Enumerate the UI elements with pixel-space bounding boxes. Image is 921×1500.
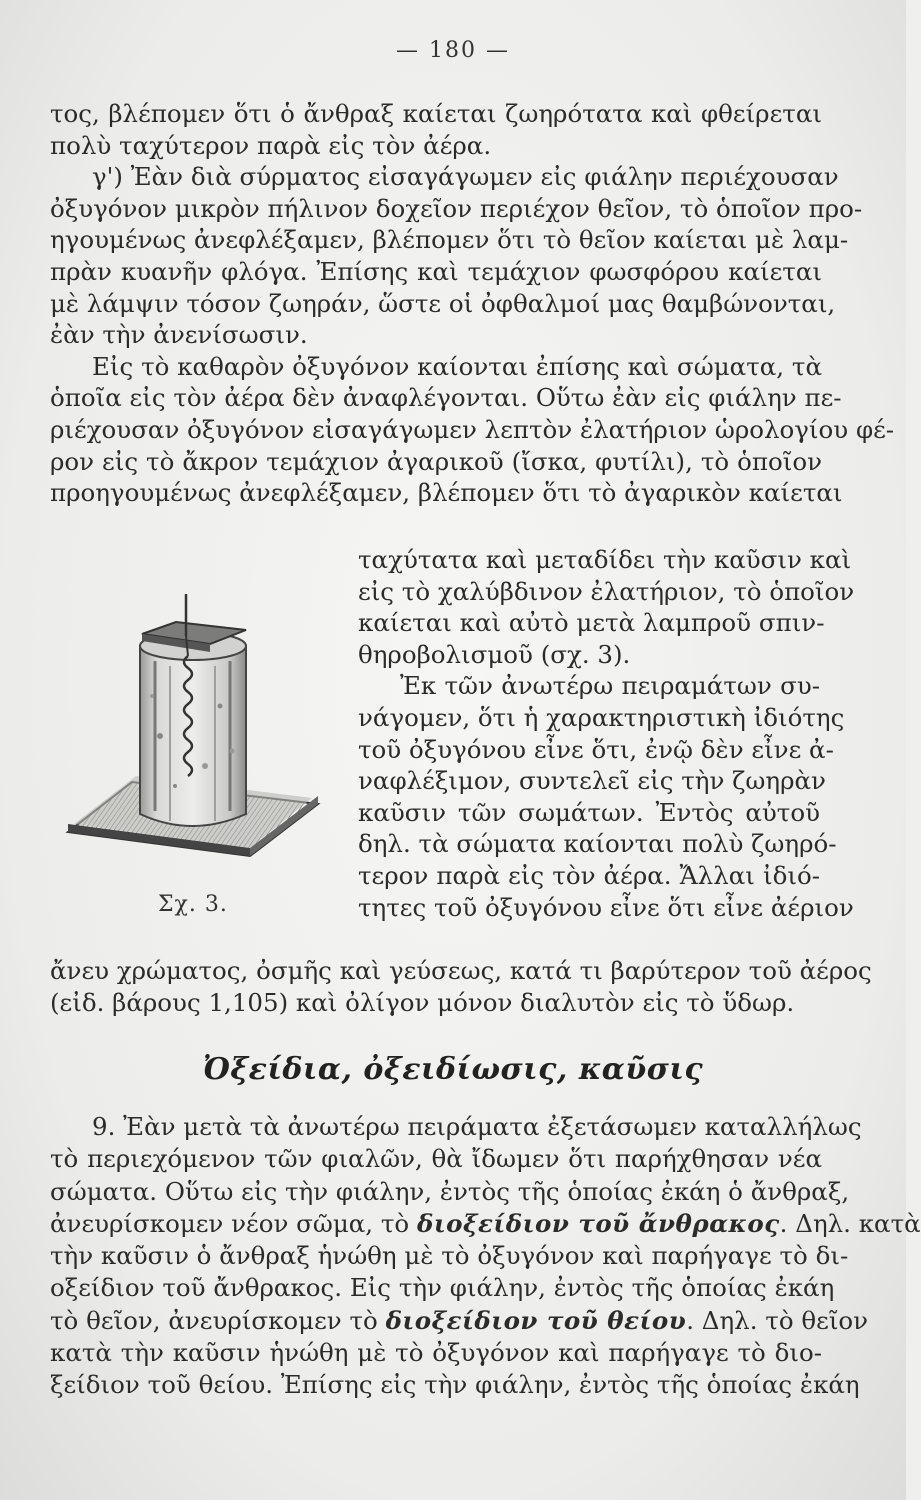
figure-oxygen-jar-illustration <box>60 586 330 856</box>
text-line: καίεται καὶ αὐτὸ μετὰ λαμπροῦ σπιν- <box>358 608 825 638</box>
text-line: νάγομεν, ὅτι ἡ χαρακτηριστικὴ ἰδιότης <box>358 702 845 732</box>
text-line: ταχύτατα καὶ μεταδίδει τὴν καῦσιν καὶ <box>358 545 852 574</box>
text-run: . Δηλ. τὸ θεῖον <box>686 1305 869 1335</box>
text-line: ὀξυγόνον μικρὸν πήλινον δοχεῖον περιέχον θεῖον, τὸ ὁποῖον προ- <box>50 193 863 223</box>
text-line: τητες τοῦ ὀξυγόνου εἶνε ὅτι εἶνε ἀέριον <box>358 892 854 922</box>
text-line: προηγουμένως ἀνεφλέξαμεν, βλέπομεν ὅτι τὸ ἀγαρικὸν καίεται <box>50 478 843 508</box>
text-line: ὁποῖα εἰς τὸν ἀέρα δὲν ἀναφλέγονται. Οὕτω ἐὰν εἰς φιάλην πε- <box>50 383 842 413</box>
text-line: σώματα. Οὕτω εἰς τὴν φιάλην, ἐντὸς τῆς ὁποίας ἐκάη ὁ ἄνθραξ, <box>50 1176 850 1206</box>
text-line: δηλ. τὰ σώματα καίονται πολὺ ζωηρό- <box>358 829 837 859</box>
emphasized-term: διοξείδιον τοῦ θείου <box>385 1305 687 1335</box>
figure-caption: Σχ. 3. <box>158 892 228 917</box>
text-line: πολὺ ταχύτερον παρὰ εἰς τὸν ἀέρα. <box>50 130 492 160</box>
text-line: (εἰδ. βάρους 1,105) καὶ ὀλίγον μόνον διαλυτὸν εἰς τὸ ὕδωρ. <box>50 987 795 1017</box>
text-line: ξείδιον τοῦ θείου. Ἐπίσης εἰς τὴν φιάλην, ἐντὸς τῆς ὁποίας ἐκάη <box>50 1370 860 1400</box>
text-line: ἐὰν τὴν ἀνενίσωσιν. <box>50 320 308 350</box>
paragraph-right <box>358 544 855 923</box>
text-line <box>50 1208 921 1240</box>
text-run: τὸ θεῖον, ἀνευρίσκομεν τὸ <box>50 1305 386 1335</box>
text-line: καῦσιν τῶν σωμάτων. Ἐντὸς αὐτοῦ <box>358 797 820 827</box>
text-line <box>50 1305 869 1337</box>
paragraph-top <box>50 98 895 509</box>
text-line: μὲ λάμψιν τόσον ζωηράν, ὥστε οἱ ὀφθαλμοί μας θαμβώνονται, <box>50 288 836 318</box>
text-line: ριέχουσαν ὀξυγόνον εἰσαγάγωμεν λεπτὸν ἐλατήριον ὡρολογίου φέ- <box>50 414 895 444</box>
text-line: πρὰν κυανῆν φλόγα. Ἐπίσης καὶ τεμάχιον φωσφόρου καίεται <box>50 256 822 286</box>
text-run: ἀνευρίσκομεν νέον σῶμα, τὸ <box>50 1208 417 1238</box>
page-number: — 180 — <box>396 38 510 63</box>
paragraph-bottom <box>50 1111 921 1402</box>
text-line: τὸ περιεχόμενον τῶν φιαλῶν, θὰ ἴδωμεν ὅτι παρήχθησαν νέα <box>50 1144 822 1174</box>
text-line: εἰς τὸ χαλύβδινον ἐλατήριον, τὸ ὁποῖον <box>358 576 855 606</box>
section-title: Ὀξείδια, ὀξειδίωσις, καῦσις <box>202 1052 704 1087</box>
text-line: Εἰς τὸ καθαρὸν ὀξυγόνον καίονται ἐπίσης καὶ σώματα, τὰ <box>92 351 822 381</box>
text-line: κατὰ τὴν καῦσιν ἡνώθη μὲ τὸ ὀξυγόνον καὶ παρήγαγε τὸ διο- <box>50 1338 822 1368</box>
text-line: ναφλέξιμον, συντελεῖ εἰς τὴν ζωηρὰν <box>358 766 826 796</box>
text-line: τος, βλέπομεν ὅτι ὁ ἄνθραξ καίεται ζωηρότατα καὶ φθείρεται <box>50 99 822 128</box>
text-line: 9. Ἐὰν μετὰ τὰ ἀνωτέρω πειράματα ἐξετάσωμεν καταλλήλως <box>92 1112 862 1141</box>
text-line: ἄνευ χρώματος, ὀσμῆς καὶ γεύσεως, κατά τι βαρύτερον τοῦ ἀέρος <box>50 956 872 985</box>
text-run: . Δηλ. κατὰ <box>779 1208 921 1238</box>
text-line: ηγουμένως ἀνεφλέξαμεν, βλέπομεν ὅτι τὸ θεῖον καίεται μὲ λαμ- <box>50 225 849 255</box>
text-line: τερον παρὰ εἰς τὸν ἀέρα. Ἄλλαι ἰδιό- <box>358 860 820 890</box>
text-line: θηροβολισμοῦ (σχ. 3). <box>358 639 631 669</box>
text-line: γ') Ἐὰν διὰ σύρματος εἰσαγάγωμεν εἰς φιάλην περιέχουσαν <box>92 162 839 192</box>
paragraph-mid <box>50 955 872 1018</box>
text-line: τοῦ ὀξυγόνου εἶνε ὅτι, ἐνῷ δὲν εἶνε ἀ- <box>358 734 834 764</box>
text-line: οξείδιον τοῦ ἄνθρακος. Εἰς τὴν φιάλην, ἐντὸς τῆς ὁποίας ἐκάη <box>50 1273 835 1303</box>
emphasized-term: διοξείδιον τοῦ ἄνθρακος <box>416 1208 780 1238</box>
bell-jar-drawing <box>60 586 330 856</box>
text-line: Ἐκ τῶν ἀνωτέρω πειραμάτων συ- <box>400 671 820 701</box>
text-line: τὴν καῦσιν ὁ ἄνθραξ ἡνώθη μὲ τὸ ὀξυγόνον καὶ παρήγαγε τὸ δι- <box>50 1241 849 1271</box>
text-line: ρον εἰς τὸ ἄκρον τεμάχιον ἀγαρικοῦ (ἴσκα, φυτίλι), τὸ ὁποῖον <box>50 446 822 476</box>
